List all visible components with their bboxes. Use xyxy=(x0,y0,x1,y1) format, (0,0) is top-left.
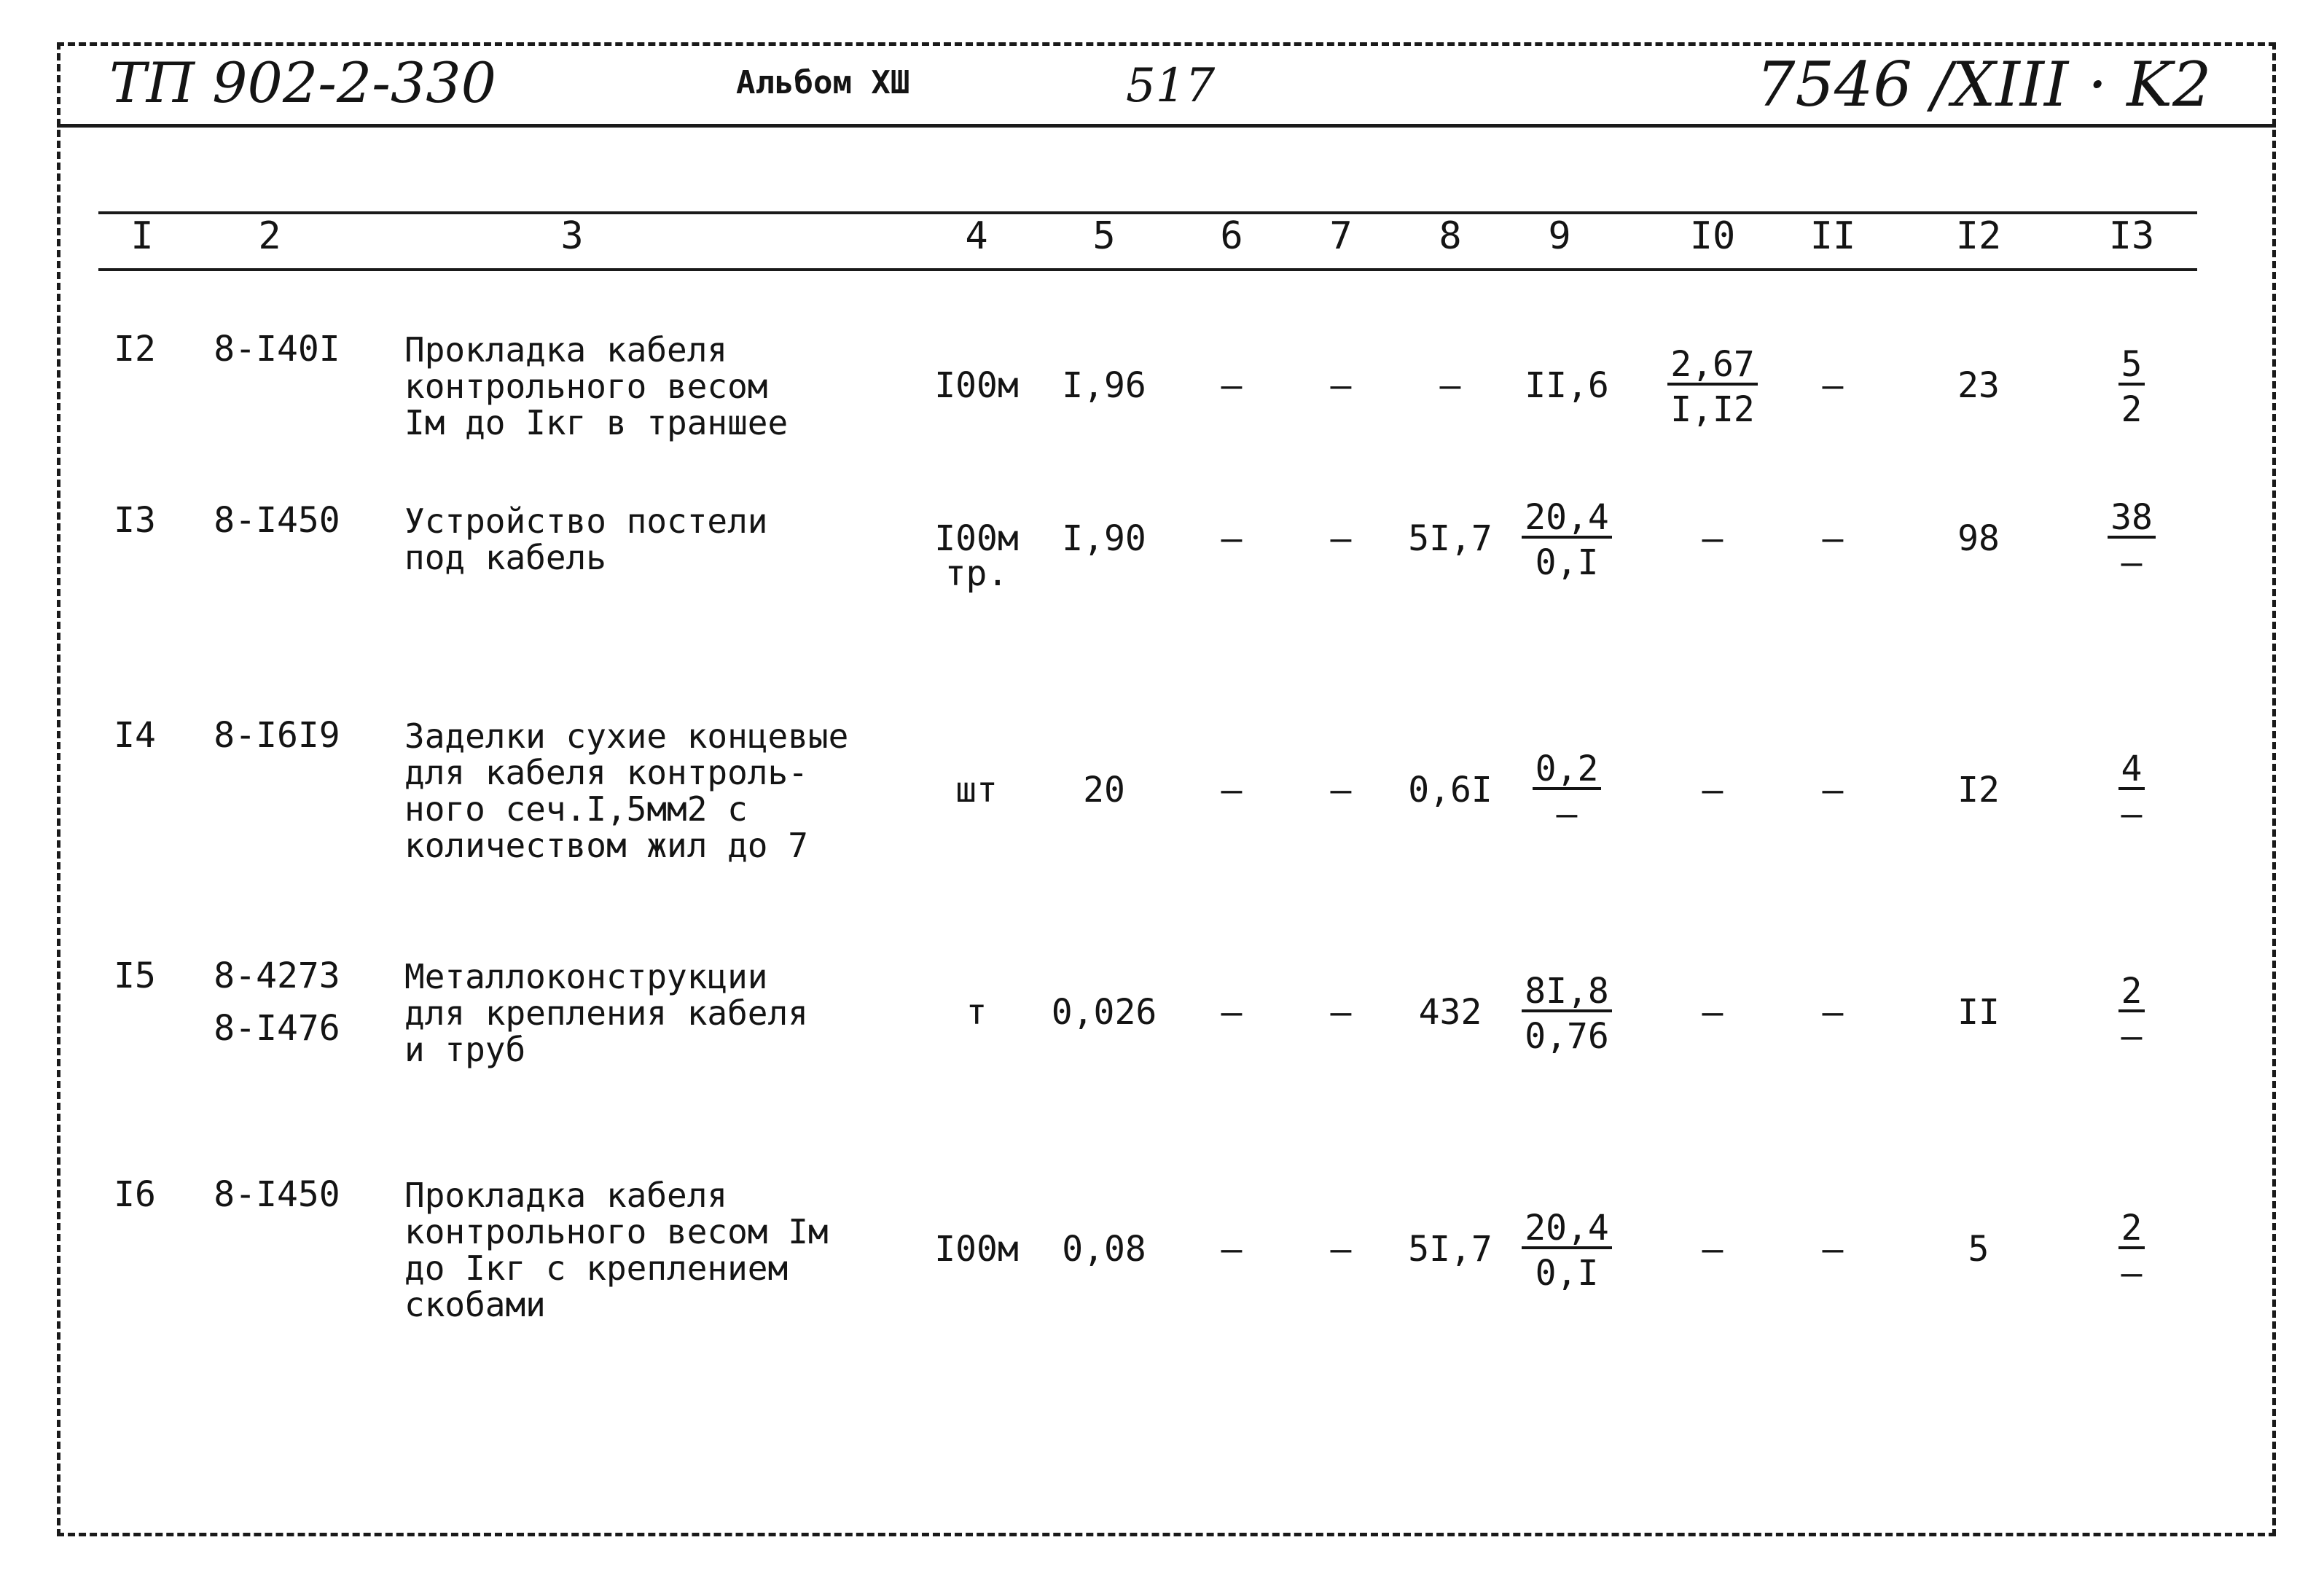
row-number: I4 xyxy=(114,715,156,756)
col-10-value: – xyxy=(1702,770,1724,810)
column-header-9: 9 xyxy=(1548,214,1571,258)
col-9-fraction-denominator: 0,I xyxy=(1535,1253,1599,1294)
column-header-10: I0 xyxy=(1689,214,1736,258)
col-13-fraction-numerator: 38 xyxy=(2108,499,2156,539)
row-number: I6 xyxy=(114,1174,156,1215)
col-13-fraction xyxy=(2051,973,2212,1055)
col-9-fraction-denominator: – xyxy=(1556,794,1578,835)
col-13-fraction-denominator: – xyxy=(2121,542,2143,583)
col-13-fraction-numerator: 2 xyxy=(2118,1210,2145,1249)
col-5-value: 0,08 xyxy=(1062,1229,1146,1270)
sheet-number: 517 xyxy=(1126,59,1216,113)
col-9-fraction-numerator: 20,4 xyxy=(1522,1210,1612,1249)
work-description: Прокладка кабеля контрольного весом Iм до Iкг в траншее xyxy=(404,330,789,442)
col-9-fraction-denominator: 0,I xyxy=(1535,542,1599,583)
row-number: I3 xyxy=(114,500,156,541)
col-13-fraction-denominator: – xyxy=(2121,1253,2143,1294)
col-12-value: 23 xyxy=(1957,365,2000,406)
document-code: 7546 /XIII · K2 xyxy=(1756,49,2212,120)
unit-line-2: тр. xyxy=(944,553,1009,594)
col-6-value: – xyxy=(1221,1229,1243,1270)
col-5-value: I,96 xyxy=(1062,365,1146,406)
col-9-fraction-numerator: 8I,8 xyxy=(1522,973,1612,1012)
col-13-fraction-denominator: – xyxy=(2121,794,2143,835)
column-header-11: II xyxy=(1809,214,1856,258)
col-9-fraction-numerator: 20,4 xyxy=(1522,499,1612,539)
col-13-fraction xyxy=(2051,1208,2212,1294)
col-9-fraction-numerator: 0,2 xyxy=(1533,751,1602,790)
col-13-fraction-numerator: 4 xyxy=(2118,751,2145,790)
work-description: Устройство постели под кабель xyxy=(404,501,768,577)
table-header-rule xyxy=(98,268,2197,271)
col-9-fraction-denominator: 0,76 xyxy=(1525,1016,1609,1057)
work-description: Металлоконструкции для крепления кабеля и труб xyxy=(404,957,808,1069)
col-13-fraction-denominator: – xyxy=(2121,1016,2143,1057)
unit: I00м xyxy=(934,365,1019,406)
column-header-1: I xyxy=(130,214,154,258)
unit: т xyxy=(966,992,987,1033)
table-top-rule xyxy=(98,211,2197,214)
col-13-fraction xyxy=(2051,499,2212,581)
column-header-12: I2 xyxy=(1955,214,2002,258)
col-5-value: 0,026 xyxy=(1051,992,1157,1033)
col-5-value: 20 xyxy=(1083,770,1125,810)
column-header-8: 8 xyxy=(1439,214,1462,258)
row-number: I2 xyxy=(114,329,156,370)
col-11-value: – xyxy=(1822,518,1844,559)
unit: I00м xyxy=(934,1229,1019,1270)
rate-code: 8-I450 xyxy=(214,500,340,541)
col-6-value: – xyxy=(1221,770,1243,810)
column-header-5: 5 xyxy=(1092,214,1116,258)
col-12-value: I2 xyxy=(1957,770,2000,810)
col-13-fraction xyxy=(2051,749,2212,835)
row-number: I5 xyxy=(114,955,156,996)
rate-code: 8-I40I xyxy=(214,329,340,370)
col-5-value: I,90 xyxy=(1062,518,1146,559)
work-description: Заделки сухие концевые для кабеля контроль- ного сеч.I,5мм2 с количеством жил до 7 xyxy=(404,716,849,865)
col-12-value: 5 xyxy=(1968,1229,1990,1270)
project-code: ТП 902-2-330 xyxy=(109,50,496,115)
col-10-fraction-denominator: I,I2 xyxy=(1670,389,1755,430)
column-header-13: I3 xyxy=(2108,214,2155,258)
col-13-fraction-denominator: 2 xyxy=(2121,389,2143,430)
album-label: Альбом XШ xyxy=(736,64,910,101)
col-7-value: – xyxy=(1330,770,1352,810)
col-8-value: 0,6I xyxy=(1408,770,1492,810)
rate-code-2: 8-I476 xyxy=(214,1008,340,1049)
work-description: Прокладка кабеля контрольного весом Iм до Iкг с креплением скобами xyxy=(404,1176,829,1324)
column-header-7: 7 xyxy=(1329,214,1353,258)
col-8-value: 432 xyxy=(1418,992,1482,1033)
col-7-value: – xyxy=(1330,365,1352,406)
rate-code: 8-I450 xyxy=(214,1174,340,1215)
unit: шт xyxy=(955,770,998,810)
col-10-value: – xyxy=(1702,1229,1724,1270)
rate-code: 8-4273 xyxy=(214,955,340,996)
header-divider xyxy=(57,124,2276,128)
unit: I00м xyxy=(934,518,1019,559)
col-10-fraction-numerator: 2,67 xyxy=(1667,346,1758,386)
col-8-value: – xyxy=(1439,365,1461,406)
col-12-value: 98 xyxy=(1957,518,2000,559)
col-11-value: – xyxy=(1822,1229,1844,1270)
col-11-value: – xyxy=(1822,770,1844,810)
col-10-value: – xyxy=(1702,992,1724,1033)
col-6-value: – xyxy=(1221,992,1243,1033)
col-12-value: II xyxy=(1957,992,2000,1033)
rate-code: 8-I6I9 xyxy=(214,715,340,756)
col-13-fraction-numerator: 5 xyxy=(2118,346,2145,386)
col-7-value: – xyxy=(1330,1229,1352,1270)
column-header-3: 3 xyxy=(560,214,584,258)
column-header-6: 6 xyxy=(1220,214,1243,258)
col-13-fraction xyxy=(2051,346,2212,428)
column-header-2: 2 xyxy=(258,214,281,258)
column-header-4: 4 xyxy=(965,214,988,258)
col-6-value: – xyxy=(1221,518,1243,559)
col-11-value: – xyxy=(1822,992,1844,1033)
col-8-value: 5I,7 xyxy=(1408,1229,1492,1270)
col-6-value: – xyxy=(1221,365,1243,406)
col-8-value: 5I,7 xyxy=(1408,518,1492,559)
col-7-value: – xyxy=(1330,518,1352,559)
col-13-fraction-numerator: 2 xyxy=(2118,973,2145,1012)
col-9-value: II,6 xyxy=(1525,365,1609,406)
col-10-value: – xyxy=(1702,518,1724,559)
col-11-value: – xyxy=(1822,365,1844,406)
col-7-value: – xyxy=(1330,992,1352,1033)
